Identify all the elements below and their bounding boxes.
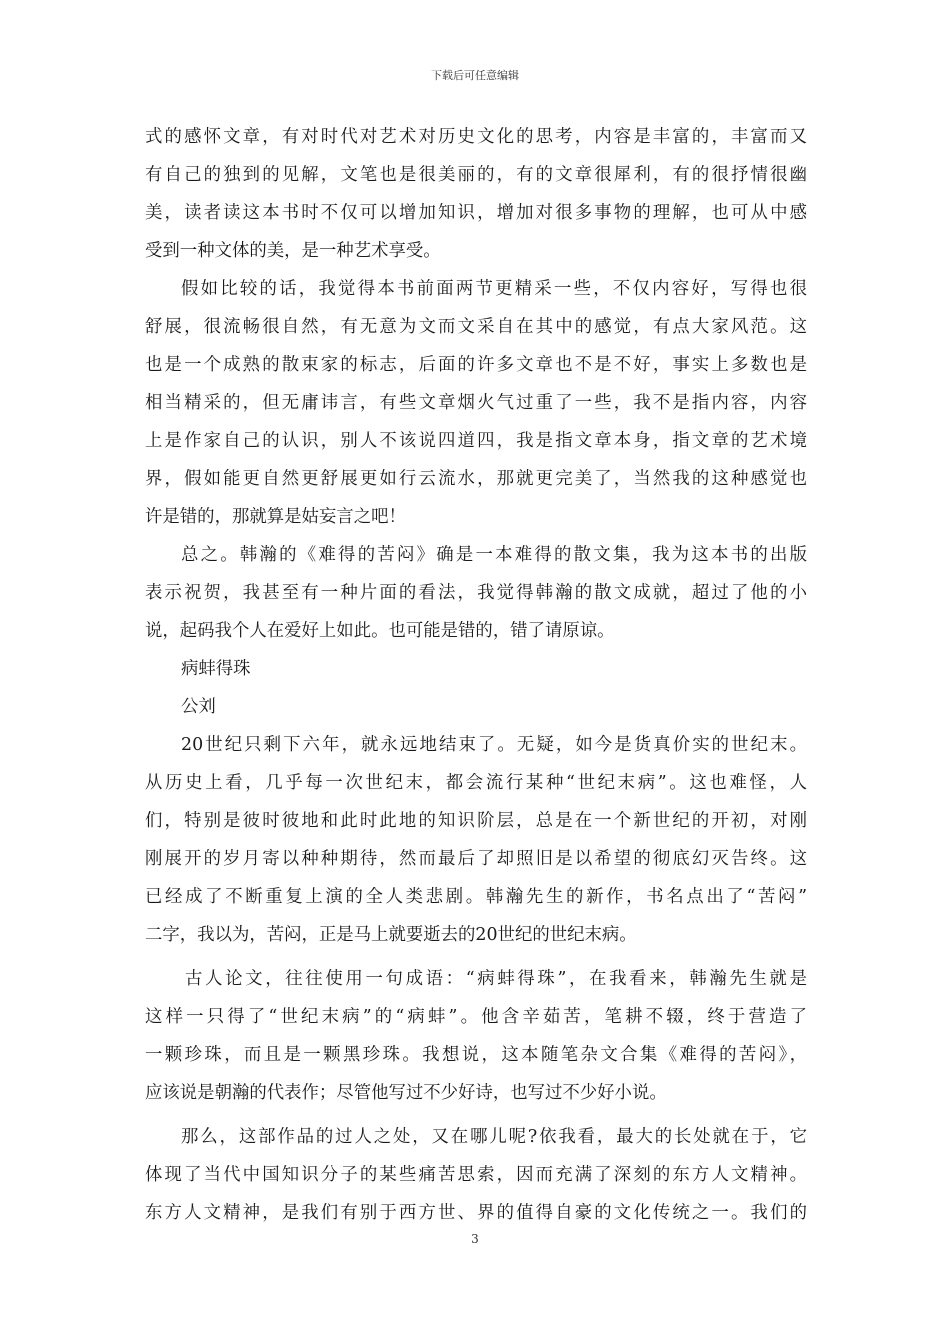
text-line: 上是作家自己的认识，别人不该说四道四，我是指文章本身，指文章的艺术境: [145, 431, 807, 451]
text-line: 假如比较的话，我觉得本书前面两节更精采一些，不仅内容好，写得也很: [181, 279, 807, 299]
paragraph: [145, 726, 807, 954]
text-line: 应该说是朝瀚的代表作；尽管他写过不少好诗，也写过不少好小说。: [145, 1083, 667, 1103]
paragraph: [145, 270, 807, 536]
author-name: 公刘: [181, 697, 216, 717]
page-header: 下载后可任意编辑: [431, 69, 519, 82]
text-line: 有自己的独到的见解，文笔也是很美丽的，有的文章很犀利，有的很抒情很幽: [145, 165, 807, 185]
text-line: 式的感怀文章，有对时代对艺术对历史文化的思考，内容是丰富的，丰富而又: [145, 127, 807, 147]
text-line: 一颗珍珠，而且是一颗黑珍珠。我想说，这本随笔杂文合集《难得的苦闷》，: [145, 1045, 807, 1065]
text-line: 体现了当代中国知识分子的某些痛苦思索，因而充满了深刻的东方人文精神。: [145, 1165, 807, 1185]
page-number: 3: [471, 1232, 479, 1246]
text-line: 二字，我以为，苦闷，正是马上就要逝去的20世纪的世纪末病。: [145, 925, 637, 945]
text-line: 美，读者读这本书时不仅可以增加知识，增加对很多事物的理解，也可从中感: [145, 203, 807, 223]
text-line: 舒展，很流畅很自然，有无意为文而文采自在其中的感觉，有点大家风范。这: [145, 317, 807, 337]
text-line: 表示祝贺，我甚至有一种片面的看法，我觉得韩瀚的散文成就，超过了他的小: [145, 583, 807, 603]
text-line: 那么，这部作品的过人之处，又在哪儿呢?依我看，最大的长处就在于，它: [181, 1127, 807, 1147]
document-body: [145, 118, 807, 1232]
text-line: 受到一种文体的美，是一种艺术享受。: [145, 241, 441, 261]
paragraph: [145, 1118, 807, 1232]
text-line: 许是错的，那就算是姑妄言之吧！: [145, 507, 406, 527]
section-title: 病蚌得珠: [181, 659, 251, 679]
text-line: 刚展开的岁月寄以种种期待，然而最后了却照旧是以希望的彻底幻灭告终。这: [145, 849, 807, 869]
text-line: 古人论文，往往使用一句成语：“病蚌得珠”，在我看来，韩瀚先生就是: [185, 969, 807, 989]
text-line: 东方人文精神，是我们有别于西方世、界的值得自豪的文化传统之一。我们的: [145, 1203, 807, 1223]
text-line: 相当精采的，但无庸讳言，有些文章烟火气过重了一些，我不是指内容，内容: [145, 393, 807, 413]
text-line: 这样一只得了“世纪末病”的“病蚌”。他含辛茹苦，笔耕不辍，终于营造了: [145, 1007, 807, 1027]
text-line: 总之。韩瀚的《难得的苦闷》确是一本难得的散文集，我为这本书的出版: [181, 545, 807, 565]
text-line: 们，特别是彼时彼地和此时此地的知识阶层，总是在一个新世纪的开初，对刚: [145, 811, 807, 831]
paragraph: [145, 960, 807, 1112]
text-line: 界，假如能更自然更舒展更如行云流水，那就更完美了，当然我的这种感觉也: [145, 469, 807, 489]
paragraph: [145, 536, 807, 650]
paragraph-continuation: [145, 118, 807, 270]
text-line: 已经成了不断重复上演的全人类悲剧。韩瀚先生的新作，书名点出了“苦闷”: [145, 887, 807, 907]
text-line: 也是一个成熟的散束家的标志，后面的许多文章也不是不好，事实上多数也是: [145, 355, 807, 375]
text-line: 说，起码我个人在爱好上如此。也可能是错的，错了请原谅。: [145, 621, 615, 641]
text-line: 20世纪只剩下六年，就永远地结束了。无疑，如今是货真价实的世纪末。: [181, 735, 807, 755]
text-line: 从历史上看，几乎每一次世纪末，都会流行某种“世纪末病”。这也难怪，人: [145, 773, 807, 793]
